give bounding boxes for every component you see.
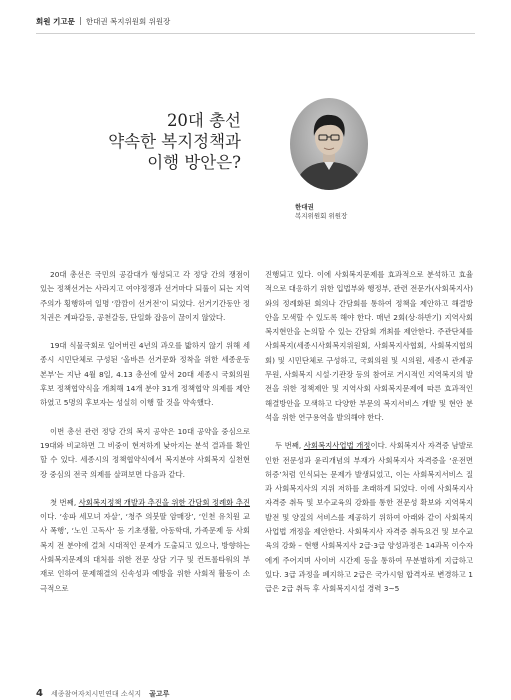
header-rule [36,33,475,34]
article-title [51,110,241,173]
paragraph [40,496,250,596]
paragraph [265,439,473,596]
paragraph-body: 이다. ‘송파 세모녀 자살’, ‘청주 의붓딸 암매장’, ‘인천 유치원 교사 폭행’, ‘노인 고독사’ 등 기초생활, 아동학대, 가족문제 등 사회복지 전 분야에 걸쳐 시대적인 문제가 도출되고 있으나, 방향하는 사회복지문제의 대처를 위한 전문 상담 기구 및 컨트롤타워의 부재로 인하여 문제해결의 신속성과 예방을 위한 사회적 활동이 소극적으로 [40,512,250,593]
paragraph: 19대 식물국회로 일어버린 4년의 과오를 밟하지 않기 위해 세종시 시민단체로 구성된 ‘올바른 선거문화 정착을 위한 세종운동본부’는 지난 4월 8일, 4.13 총선에 앞서 20대 세종시 국회의원 후보 정책협약식을 개최해 14개 분야 31개 정책협약 의제를 제안하였고 5명의 후보자는 성실히 이행 할 것을 약속했다. [40,341,250,408]
page-number: 4 [36,688,43,699]
footer-brand: 골고루 [149,690,170,698]
author-photo [290,98,368,190]
underlined-heading: 사회복지사업법 개정 [303,441,371,451]
header-divider [80,17,81,25]
title-line-2: 약속한 복지정책과 [108,132,241,151]
paragraph-lead: 첫 번째, [50,497,79,507]
paragraph: 이번 총선 관련 정당 간의 복지 공약은 10대 공약을 중심으로 19대와 비교하면 그 비중이 현저하게 낮아지는 분석 결과를 확인할 수 있다. 세종시의 정책협약식에서 복지분야 사회복지 실천현장 중심의 전국 의제를 살펴보면 다음과 같다. [40,426,250,479]
paragraph: 20대 총선은 국민의 공감대가 형성되고 각 정당 간의 쟁점이 있는 정책선거는 사라지고 여야정쟁과 선거마다 되풀이 되는 지역주의가 횡행하여 일명 ‘깜깜이 선거전’이 되었다. 선거기간동안 정치권은 계파갈등, 공천갈등, 단일화 잡음이 끊이지 않았다. [40,270,250,322]
paragraph: 진행되고 있다. 이에 사회복지문제를 효과적으로 분석하고 효율적으로 대응하기 위한 입법부와 행정부, 관련 전문가(사회복지사)와의 정례화된 회의나 간담회를 통하여 정책을 제안하고 해결방안을 모색할 수 있도록 해야 한다. 매년 2회(상·하반기) 지역사회 복지현안을 논의할 수 있는 간담회 개최를 제안한다. 주관단체를 사회복지(세종시사회복지위원회, 사회복지사협회, 사회복지협의회) 및 시민단체로 구성하고, 국회의원 및 시의원, 세종시 관계공무원, 사회복지 시설·기관장 등의 참여로 거시적인 지역복지의 발전을 위한 정책제안 및 지역사회 사회복지문제에 따른 효과적인 해결방안을 모색하고 다양한 부문의 복지서비스 개발 및 현안 분석을 위한 연구용역을 발의해야 한다. [265,270,473,422]
footer-publisher: 세종참여자치시민연대 소식지 [50,690,142,698]
author-portrait-icon [290,98,368,190]
left-column [40,268,250,610]
author-role: 복지위원회 위원장 [295,212,348,220]
page-header [36,14,170,28]
paragraph-lead: 두 번째, [275,441,304,451]
header-section: 회원 기고문 [36,16,75,26]
author-name: 한대권 [295,203,314,211]
author-info [295,203,347,221]
underlined-heading: 사회복지정책 개발과 추진을 위한 간담회 정례화 추진 [78,497,250,507]
title-line-1: 20대 총선 [166,111,241,130]
right-column [265,268,473,611]
title-line-3: 이행 방안은? [147,153,241,172]
page-footer [36,688,169,699]
paragraph-body: 이다. 사회복지사 자격증 남발로 인한 전문성과 윤리개념의 부재가 사회복지사 자격증을 ‘운전면허증’처럼 인식되는 문제가 발생되었고, 이는 사회복지서비스 질과 사회복지사의 지위 저하를 초래하게 되었다. 이에 사회복지사 자격증 취득 및 보수교육의 강화를 통한 전문성 확보와 지역복지 발전 및 양질의 서비스를 제공하기 위하여 아래와 같이 사회복지사업법 개정을 제안한다. 사회복지사 자격증 취득요건 및 보수교육의 강화 – 현행 사회복지사 2급·3급 양성과정은 14과목 이수자에게 주어지며 사이버 시간제 등을 통하여 무분별하게 지급하고 있다. 3급 과정을 폐지하고 2급은 국가시험 합격자로 변경하고 1급은 2급 취득 후 사회복지시설 경력 3~5 [265,441,473,594]
header-byline: 한대권 복지위원회 위원장 [85,16,171,26]
